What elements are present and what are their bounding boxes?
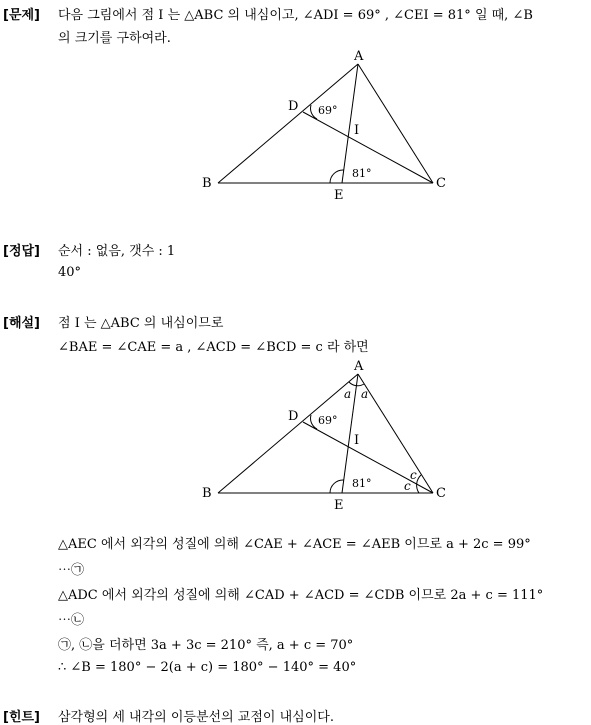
answer-text-line2: 40° [58, 265, 82, 280]
solution-text-line8: ∴ ∠B = 180° − 2(a + c) = 180° − 140° = 40° [58, 660, 357, 675]
answer-tag: [정답] [3, 244, 40, 259]
vertex-e-label: E [334, 188, 344, 203]
incenter-i-label: I [354, 123, 360, 138]
angle-adi-label-2: 69° [318, 414, 338, 427]
problem-tag: [문제] [3, 8, 40, 23]
angle-cei-label-2: 81° [352, 477, 372, 490]
solution-text-line7: ㉠, ㉡을 더하면 3a + 3c = 210° 즉, a + c = 70° [58, 638, 354, 653]
problem-text-line1: 다음 그림에서 점 I 는 △ABC 의 내심이고, ∠ADI = 69° , ∠CEI = 81° 일 때, ∠B [58, 8, 533, 23]
angle-adi-label: 69° [318, 104, 338, 117]
vertex-e-label-2: E [334, 498, 344, 513]
angle-c-label-upper: c [410, 468, 417, 482]
vertex-c-label: C [436, 176, 446, 191]
problem-text-line2: 의 크기를 구하여라. [58, 31, 171, 46]
vertex-d-label-2: D [288, 409, 299, 424]
angle-a-label-left: a [344, 387, 352, 401]
hint-text-line1: 삼각형의 세 내각의 이등분선의 교점이 내심이다. [58, 710, 334, 725]
solution-text-line6: ⋯㉡ [58, 613, 85, 628]
incenter-i-label-2: I [354, 433, 360, 448]
solution-tag: [해설] [3, 316, 40, 331]
solution-text-line1: 점 I 는 △ABC 의 내심이므로 [58, 316, 224, 331]
problem-figure [190, 45, 460, 205]
vertex-a-label-2: A [354, 359, 364, 374]
solution-text-line4: ⋯㉠ [58, 563, 85, 578]
angle-cei-label: 81° [352, 167, 372, 180]
solution-figure [190, 355, 460, 515]
solution-text-line5: △ADC 에서 외각의 성질에 의해 ∠CAD + ∠ACD = ∠CDB 이므로 2a + c = 111° [58, 588, 544, 603]
hint-tag: [힌트] [3, 710, 40, 725]
solution-text-line3: △AEC 에서 외각의 성질에 의해 ∠CAE + ∠ACE = ∠AEB 이므로 a + 2c = 99° [58, 537, 531, 552]
vertex-a-label: A [354, 49, 364, 64]
vertex-b-label: B [202, 176, 212, 191]
angle-c-label-lower: c [404, 479, 411, 493]
vertex-c-label-2: C [436, 486, 446, 501]
angle-a-label-right: a [361, 387, 369, 401]
vertex-d-label: D [288, 99, 299, 114]
vertex-b-label-2: B [202, 486, 212, 501]
answer-text-line1: 순서 : 없음, 갯수 : 1 [58, 244, 176, 259]
solution-text-line2: ∠BAE = ∠CAE = a , ∠ACD = ∠BCD = c 라 하면 [58, 340, 369, 355]
